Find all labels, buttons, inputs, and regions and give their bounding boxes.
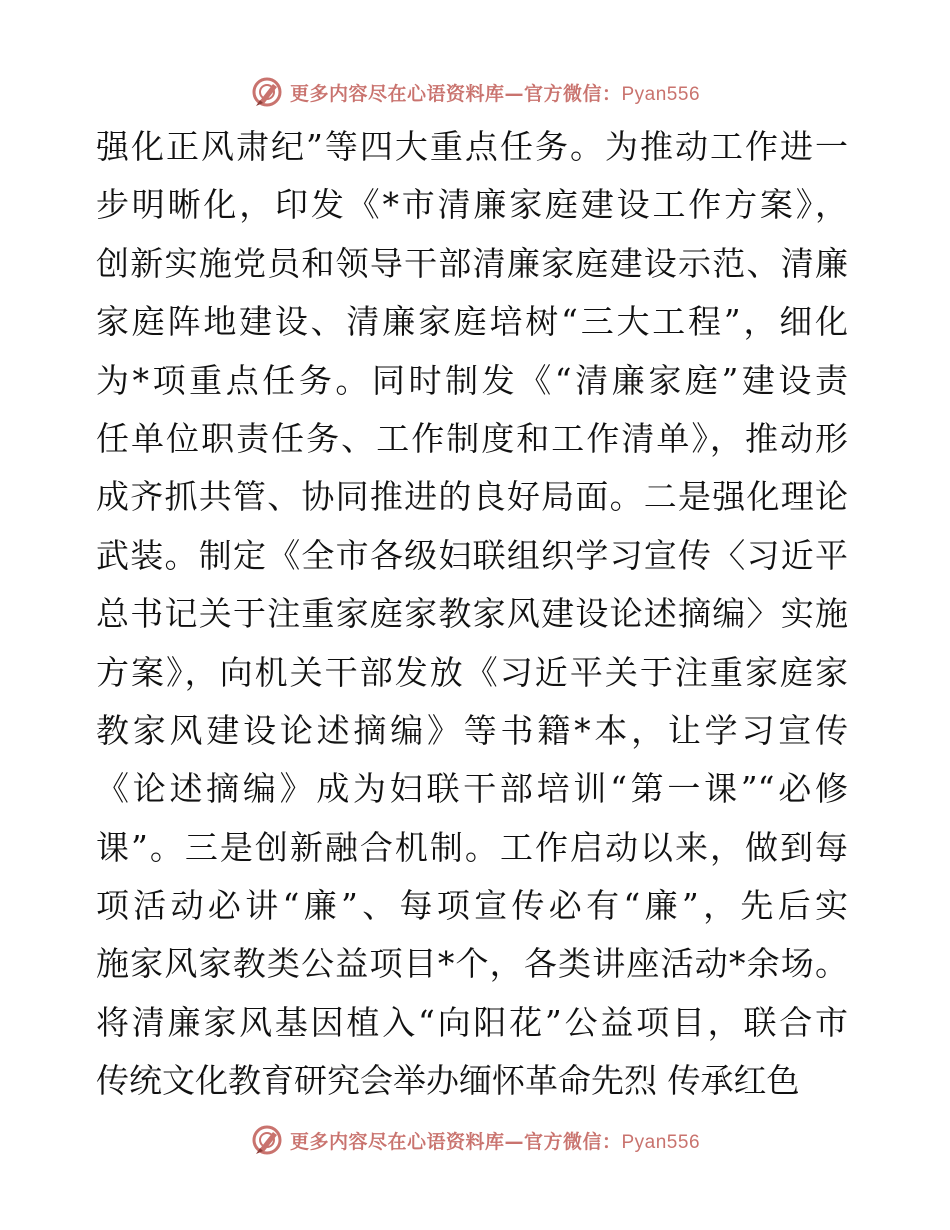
watermark-header [0, 72, 950, 112]
text-line: 强化正风肃纪”等四大重点任务。为推动工作进一 [96, 127, 848, 166]
text-line: 总书记关于注重家庭家教家风建设论述摘编〉实施 [96, 594, 848, 634]
text-line: 为*项重点任务。同时制发《“清廉家庭”建设责 [96, 360, 848, 400]
watermark-text: 更多内容尽在心语资料库—官方微信：Pyan556 [289, 1130, 701, 1153]
text-line: 传统文化教育研究会举办缅怀革命先烈 传承红色 [96, 1061, 800, 1101]
text-line: 《论述摘编》成为妇联干部培训“第一课”“必修 [96, 769, 848, 809]
pen-nib-logo-icon [250, 75, 284, 109]
text-line: 任单位职责任务、工作制度和工作清单》，推动形 [96, 418, 848, 458]
text-line: 将清廉家风基因植入“向阳花”公益项目，联合市 [96, 1002, 848, 1042]
watermark-handle: Pyan556 [621, 1131, 701, 1153]
text-line: 步明晰化，印发《*市清廉家庭建设工作方案》， [96, 185, 848, 225]
text-line: 武装。制定《全市各级妇联组织学习宣传〈习近平 [96, 535, 848, 575]
watermark-footer [0, 1120, 950, 1160]
text-line: 教家风建设论述摘编》等书籍*本，让学习宣传 [96, 710, 848, 750]
document-body [96, 118, 848, 1111]
text-line: 课”。三是创新融合机制。工作启动以来，做到每 [96, 827, 848, 867]
text-line: 方案》，向机关干部发放《习近平关于注重家庭家 [96, 652, 848, 692]
watermark-handle: Pyan556 [621, 83, 701, 105]
text-line: 创新实施党员和领导干部清廉家庭建设示范、清廉 [96, 243, 848, 283]
text-line: 施家风家教类公益项目*个，各类讲座活动*余场。 [96, 944, 848, 984]
text-line: 项活动必讲“廉”、每项宣传必有“廉”，先后实 [96, 886, 848, 926]
text-line: 成齐抓共管、协同推进的良好局面。二是强化理论 [96, 477, 848, 517]
watermark-text: 更多内容尽在心语资料库—官方微信：Pyan556 [289, 82, 701, 105]
text-line: 家庭阵地建设、清廉家庭培树“三大工程”，细化 [96, 302, 848, 342]
pen-nib-logo-icon [250, 1123, 284, 1157]
